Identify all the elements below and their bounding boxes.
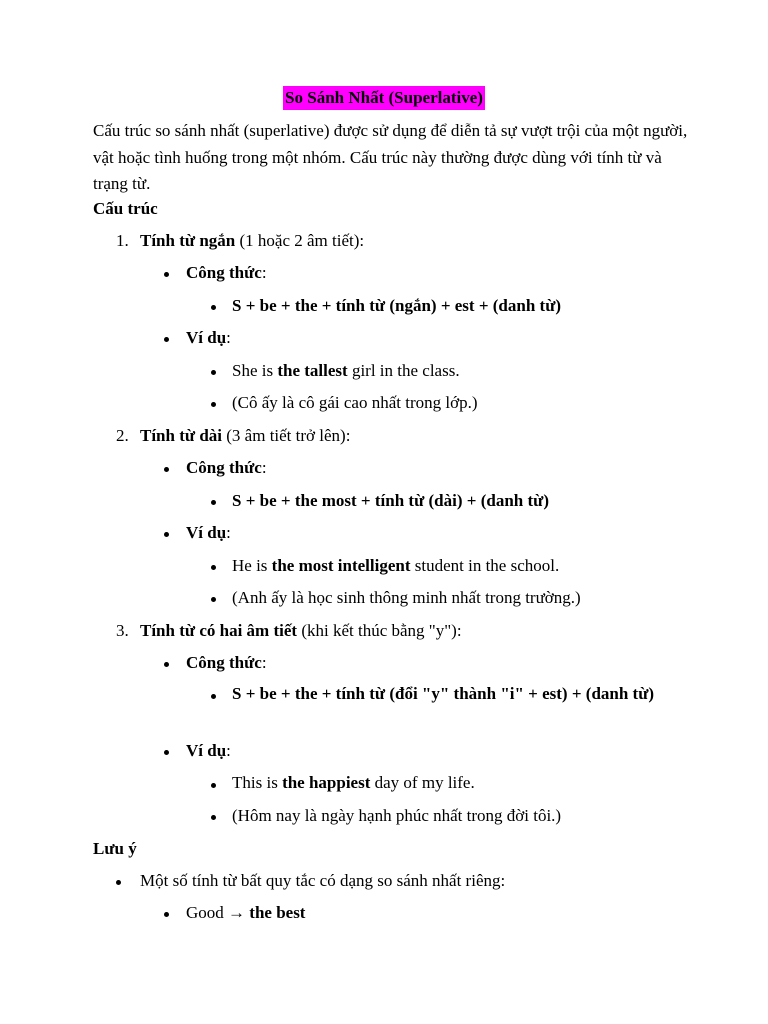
bullet-icon: [164, 662, 169, 667]
example-label: Ví dụ:: [186, 328, 231, 347]
formula-label: Công thức:: [186, 458, 267, 477]
bullet-icon: [211, 305, 216, 310]
section-number: 1.: [116, 231, 129, 250]
section-title: Tính từ ngắn (1 hoặc 2 âm tiết):: [140, 231, 365, 250]
section-number: 3.: [116, 621, 129, 640]
example-sentence: This is the happiest day of my life.: [232, 773, 475, 792]
bullet-icon: [164, 337, 169, 342]
example-translation: (Anh ấy là học sinh thông minh nhất trong trường.): [232, 588, 581, 607]
bullet-icon: [164, 272, 169, 277]
note-heading: Lưu ý: [93, 839, 137, 858]
bullet-icon: [164, 750, 169, 755]
bullet-icon: [211, 565, 216, 570]
example-translation: (Cô ấy là cô gái cao nhất trong lớp.): [232, 393, 478, 412]
bullet-icon: [211, 815, 216, 820]
bullet-icon: [164, 532, 169, 537]
example-sentence: She is the tallest girl in the class.: [232, 361, 460, 380]
example-label: Ví dụ:: [186, 523, 231, 542]
intro-paragraph: Cấu trúc so sánh nhất (superlative) được sử dụng để diễn tả sự vượt trội của một người, vật hoặc tình huống trong một nhóm. Cấu trúc này thường được dùng với tính từ và trạng từ.: [93, 121, 688, 193]
structure-heading: Cấu trúc: [93, 199, 158, 218]
section-title: Tính từ dài (3 âm tiết trở lên):: [140, 426, 351, 445]
irregular-example: Good → the best: [186, 903, 306, 922]
section-title: Tính từ có hai âm tiết (khi kết thúc bằng "y"):: [140, 621, 462, 640]
formula-label: Công thức:: [186, 263, 267, 282]
bullet-icon: [211, 597, 216, 602]
example-sentence: He is the most intelligent student in the school.: [232, 556, 560, 575]
bullet-icon: [164, 912, 169, 917]
page-title: So Sánh Nhất (Superlative): [283, 86, 485, 110]
note-item: Một số tính từ bất quy tắc có dạng so sánh nhất riêng:: [140, 871, 506, 890]
formula-text: S + be + the most + tính từ (dài) + (danh từ): [232, 491, 550, 510]
bullet-icon: [116, 880, 121, 885]
formula-label: Công thức:: [186, 653, 267, 672]
formula-text: S + be + the + tính từ (ngắn) + est + (danh từ): [232, 296, 562, 315]
bullet-icon: [211, 402, 216, 407]
bullet-icon: [211, 694, 216, 699]
example-translation: (Hôm nay là ngày hạnh phúc nhất trong đời tôi.): [232, 806, 562, 825]
bullet-icon: [164, 467, 169, 472]
title-container: [0, 86, 768, 110]
section-number: 2.: [116, 426, 129, 445]
bullet-icon: [211, 783, 216, 788]
example-label: Ví dụ:: [186, 741, 231, 760]
formula-text: S + be + the + tính từ (đổi "y" thành "i" + est) + (danh từ): [232, 684, 655, 703]
bullet-icon: [211, 500, 216, 505]
bullet-icon: [211, 370, 216, 375]
